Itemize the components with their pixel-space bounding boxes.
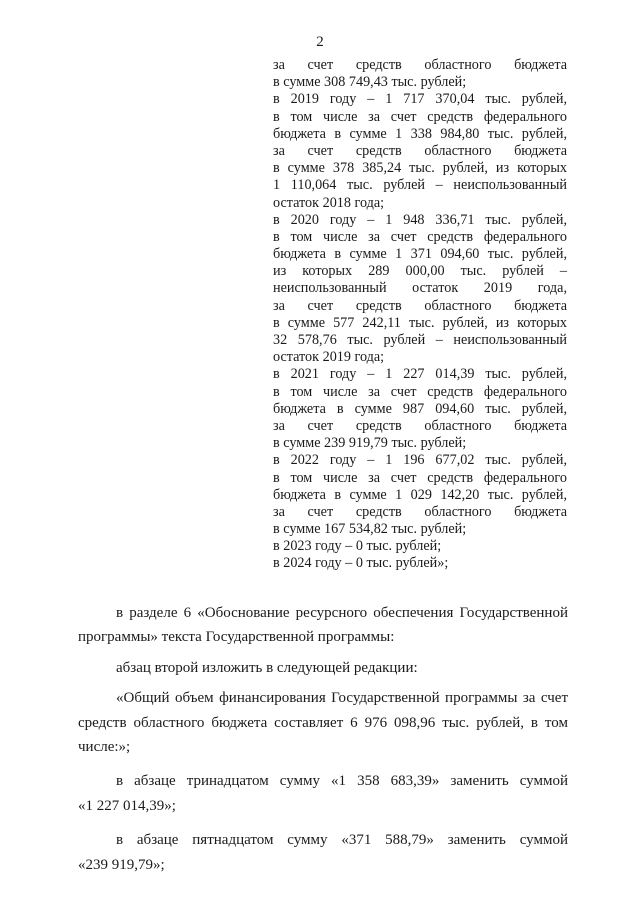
- paragraph-fifteenth-abzac: [78, 828, 568, 877]
- funding-line: остаток 2019 года;: [273, 349, 385, 366]
- funding-line: неиспользованный остаток 2019 года,: [273, 280, 567, 297]
- funding-line: в 2020 году – 1 948 336,71 тыс. рублей,: [273, 211, 567, 228]
- funding-line: в 2022 году – 1 196 677,02 тыс. рублей,: [273, 452, 567, 469]
- funding-line: из которых 289 000,00 тыс. рублей –: [273, 263, 567, 280]
- funding-line: в сумме 378 385,24 тыс. рублей, из которых: [273, 160, 567, 177]
- funding-line: остаток 2018 года;: [273, 194, 385, 211]
- paragraph-line: в абзаце тринадцатом сумму «1 358 683,39» заменить суммой: [116, 773, 568, 790]
- funding-line: бюджета в сумме 1 371 094,60 тыс. рублей,: [273, 246, 567, 263]
- paragraph-line: в разделе 6 «Обоснование ресурсного обеспечения Государственной: [116, 605, 568, 621]
- funding-line: 1 110,064 тыс. рублей – неиспользованный: [273, 177, 567, 194]
- paragraph-line: числе:»;: [78, 738, 131, 755]
- funding-line: бюджета в сумме 987 094,60 тыс. рублей,: [273, 400, 567, 417]
- funding-line: в том числе за счет средств федерального: [273, 383, 567, 400]
- amendment-text: [78, 601, 568, 877]
- funding-line: бюджета в сумме 1 029 142,20 тыс. рублей,: [273, 486, 567, 503]
- funding-line: в 2021 году – 1 227 014,39 тыс. рублей,: [273, 366, 567, 383]
- funding-line: за счет средств областного бюджета: [273, 297, 567, 314]
- funding-line: в сумме 308 749,43 тыс. рублей;: [273, 74, 467, 91]
- funding-line: в том числе за счет средств федерального: [273, 469, 567, 486]
- paragraph-thirteenth-abzac: [78, 769, 568, 818]
- page-number: 2: [316, 34, 324, 50]
- paragraph-second-abzac: [78, 656, 568, 680]
- funding-line: за счет средств областного бюджета: [273, 142, 567, 159]
- paragraph-line: абзац второй изложить в следующей редакции:: [116, 659, 418, 676]
- funding-line: в 2023 году – 0 тыс. рублей;: [273, 538, 442, 555]
- paragraph-line: программы» текста Государственной программы:: [78, 629, 395, 646]
- funding-line: в 2019 году – 1 717 370,04 тыс. рублей,: [273, 91, 567, 108]
- funding-line: в сумме 239 919,79 тыс. рублей;: [273, 435, 467, 452]
- funding-line: бюджета в сумме 1 338 984,80 тыс. рублей,: [273, 125, 567, 142]
- paragraph-line: «Общий объем финансирования Государственной программы за счет: [116, 690, 568, 707]
- funding-line: в том числе за счет средств федерального: [273, 108, 567, 125]
- paragraph-line: «1 227 014,39»;: [78, 797, 176, 814]
- funding-line: в том числе за счет средств федерального: [273, 228, 567, 245]
- funding-line: за счет средств областного бюджета: [273, 503, 567, 520]
- funding-line: 32 578,76 тыс. рублей – неиспользованный: [273, 332, 567, 348]
- funding-line: в сумме 167 534,82 тыс. рублей;: [273, 521, 467, 538]
- paragraph-line: средств областного бюджета составляет 6 976 098,96 тыс. рублей, в том: [78, 714, 568, 731]
- funding-line: в 2024 году – 0 тыс. рублей»;: [273, 555, 449, 572]
- paragraph-section-6: [78, 601, 568, 650]
- funding-line: в сумме 577 242,11 тыс. рублей, из которых: [273, 314, 567, 331]
- funding-line: за счет средств областного бюджета: [273, 57, 567, 73]
- funding-breakdown-column: [273, 57, 567, 573]
- funding-line: за счет средств областного бюджета: [273, 417, 567, 434]
- paragraph-line: «239 919,79»;: [78, 856, 165, 873]
- paragraph-line: в абзаце пятнадцатом сумму «371 588,79» заменить суммой: [116, 832, 568, 849]
- paragraph-total-financing: [78, 686, 568, 759]
